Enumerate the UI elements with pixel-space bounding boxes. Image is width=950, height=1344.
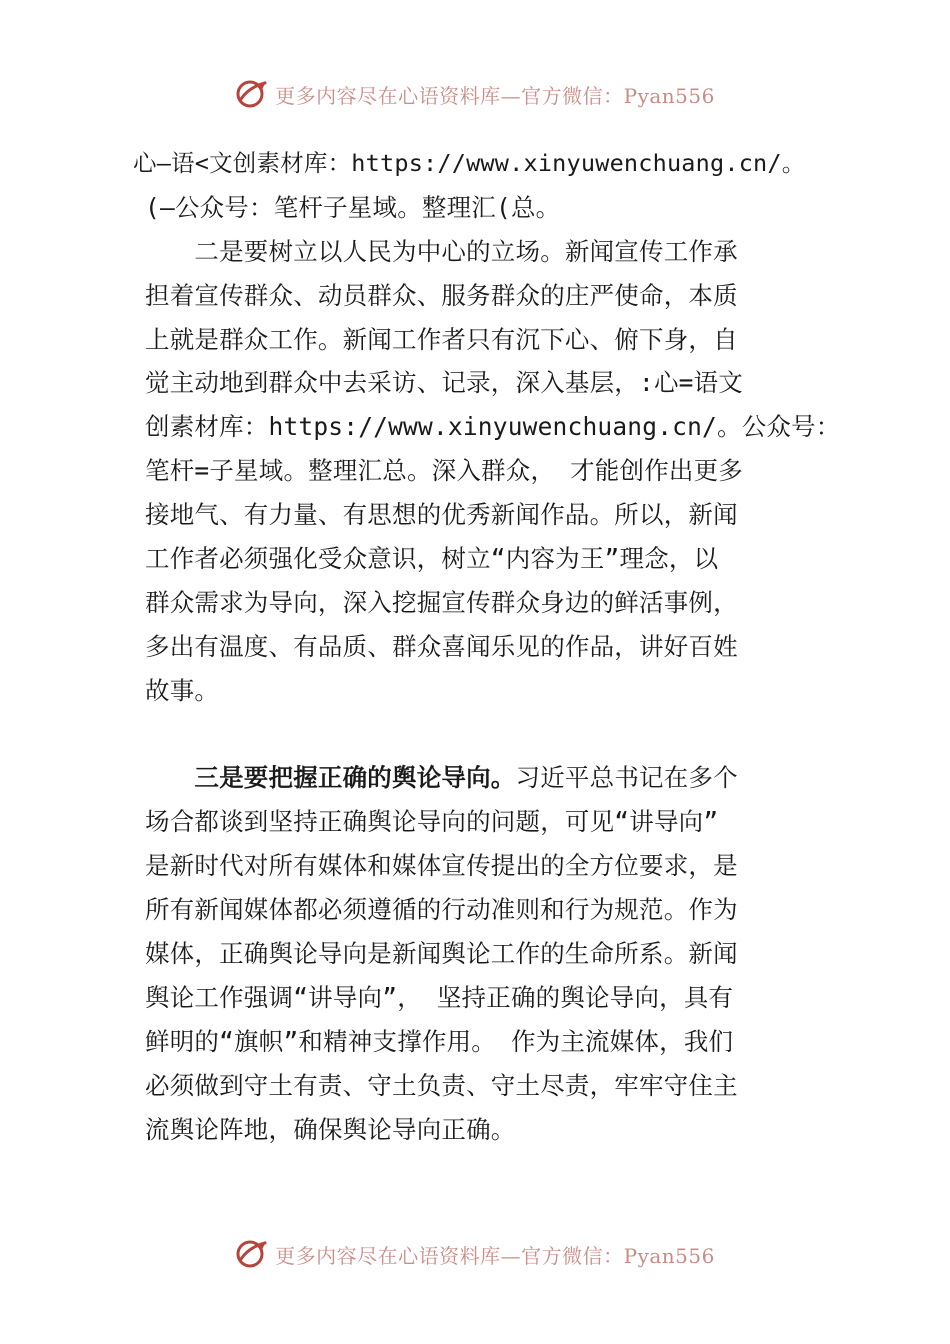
paragraph-public-opinion: [145, 756, 815, 1151]
brand-logo-icon: [235, 77, 269, 111]
text-line: 是新时代对所有媒体和媒体宣传提出的全方位要求，是: [145, 851, 738, 881]
intro-line: 心—语<文创素材库：https://www.xinyuwenchuang.cn/。: [133, 149, 806, 177]
text-line: 群众需求为导向，深入挖掘宣传群众身边的鲜活事例，: [145, 587, 738, 617]
text-line: 流舆论阵地，确保舆论导向正确。: [145, 1114, 516, 1144]
text-line: 必须做到守土有责、守土负责、守土尽责，牢牢守住主: [145, 1070, 738, 1100]
intro-line: (—公众号：笔杆子星域。整理汇(总。: [145, 192, 561, 222]
text-line: 笔杆=子星域。整理汇总。深入群众， 才能创作出更多: [145, 456, 743, 486]
text-line: 觉主动地到群众中去采访、记录，深入基层，:心=语文: [145, 368, 743, 398]
brand-logo-icon: [235, 1237, 269, 1271]
header-banner: [0, 72, 950, 116]
text-line: 舆论工作强调“讲导向”， 坚持正确的舆论导向，具有: [145, 982, 734, 1012]
text-line: [145, 756, 815, 800]
text-line: 媒体，正确舆论导向是新闻舆论工作的生命所系。新闻: [145, 939, 738, 969]
text-line: 场合都谈到坚持正确舆论导向的问题，可见“讲导向”: [145, 807, 719, 837]
text-line: 接地气、有力量、有思想的优秀新闻作品。所以，新闻: [145, 500, 738, 530]
paragraph-people-centered: [145, 230, 841, 713]
footer-banner: [0, 1232, 950, 1276]
text-line: 工作者必须强化受众意识，树立“内容为王”理念，以: [145, 544, 719, 574]
paragraph-gap: [145, 713, 815, 757]
text-line: 鲜明的“旗帜”和精神支撑作用。 作为主流媒体，我们: [145, 1026, 734, 1056]
text-line: 创素材库：https://www.xinyuwenchuang.cn/。公众号：: [145, 412, 841, 442]
text-line: 多出有温度、有品质、群众喜闻乐见的作品，讲好百姓: [145, 631, 738, 661]
text-line: 上就是群众工作。新闻工作者只有沉下心、俯下身，自: [145, 324, 738, 354]
text-line: 故事。: [145, 675, 220, 705]
text-line: 所有新闻媒体都必须遵循的行动准则和行为规范。作为: [145, 895, 738, 925]
text-line: 担着宣传群众、动员群众、服务群众的庄严使命，本质: [145, 280, 738, 310]
text-line: 二是要树立以人民为中心的立场。新闻宣传工作承: [145, 236, 738, 266]
paragraph-heading: 三是要把握正确的舆论导向。: [194, 763, 516, 793]
header-banner-text: 更多内容尽在心语资料库—官方微信：Pyan556: [275, 83, 715, 108]
document-body: [133, 142, 841, 1151]
text-span: 习近平总书记在多个: [515, 763, 738, 793]
footer-banner-text: 更多内容尽在心语资料库—官方微信：Pyan556: [275, 1243, 715, 1268]
